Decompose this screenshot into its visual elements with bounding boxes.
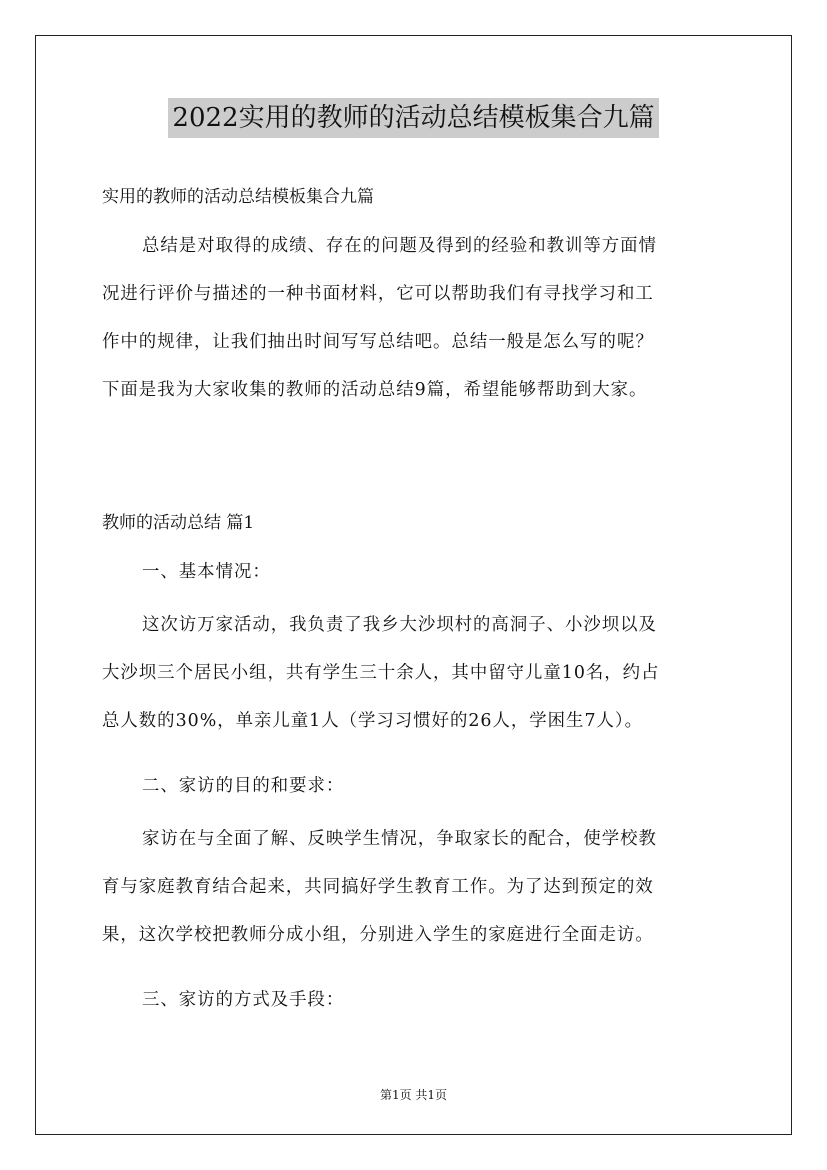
para-line: 果，这次学校把教师分成小组，分别进入学生的家庭进行全面走访。 <box>102 925 654 945</box>
document-subtitle: 实用的教师的活动总结模板集合九篇 <box>102 187 374 207</box>
page-footer: 第1页 共1页 <box>379 1088 448 1102</box>
paragraph-visit-goals <box>102 815 728 959</box>
para-line: 这次访万家活动，我负责了我乡大沙坝村的高洞子、小沙坝以及 <box>142 615 657 635</box>
para-line: 大沙坝三个居民小组，共有学生三十余人，其中留守儿童10名，约占 <box>102 663 660 683</box>
para-line: 家访在与全面了解、反映学生情况，争取家长的配合，使学校教 <box>142 829 657 849</box>
intro-line: 下面是我为大家收集的教师的活动总结9篇，希望能够帮助到大家。 <box>102 380 648 400</box>
intro-line: 况进行评价与描述的一种书面材料，它可以帮助我们有寻找学习和工 <box>102 284 654 304</box>
intro-line: 作中的规律，让我们抽出时间写写总结吧。总结一般是怎么写的呢？ <box>102 332 654 352</box>
section-heading: 教师的活动总结 篇1 <box>102 513 255 533</box>
para-line: 总人数的30%，单亲儿童1人（学习习惯好的26人，学困生7人）。 <box>102 711 643 731</box>
para-line: 育与家庭教育结合起来，共同搞好学生教育工作。为了达到预定的效 <box>102 877 654 897</box>
heading-visit-goals: 二、家访的目的和要求： <box>142 776 345 796</box>
document-title: 2022实用的教师的活动总结模板集合九篇 <box>168 98 658 138</box>
heading-visit-methods: 三、家访的方式及手段： <box>142 990 345 1010</box>
intro-line: 总结是对取得的成绩、存在的问题及得到的经验和教训等方面情 <box>142 236 657 256</box>
paragraph-basic-situation <box>102 601 728 745</box>
heading-basic-situation: 一、基本情况： <box>142 562 271 582</box>
intro-paragraph <box>102 222 728 414</box>
